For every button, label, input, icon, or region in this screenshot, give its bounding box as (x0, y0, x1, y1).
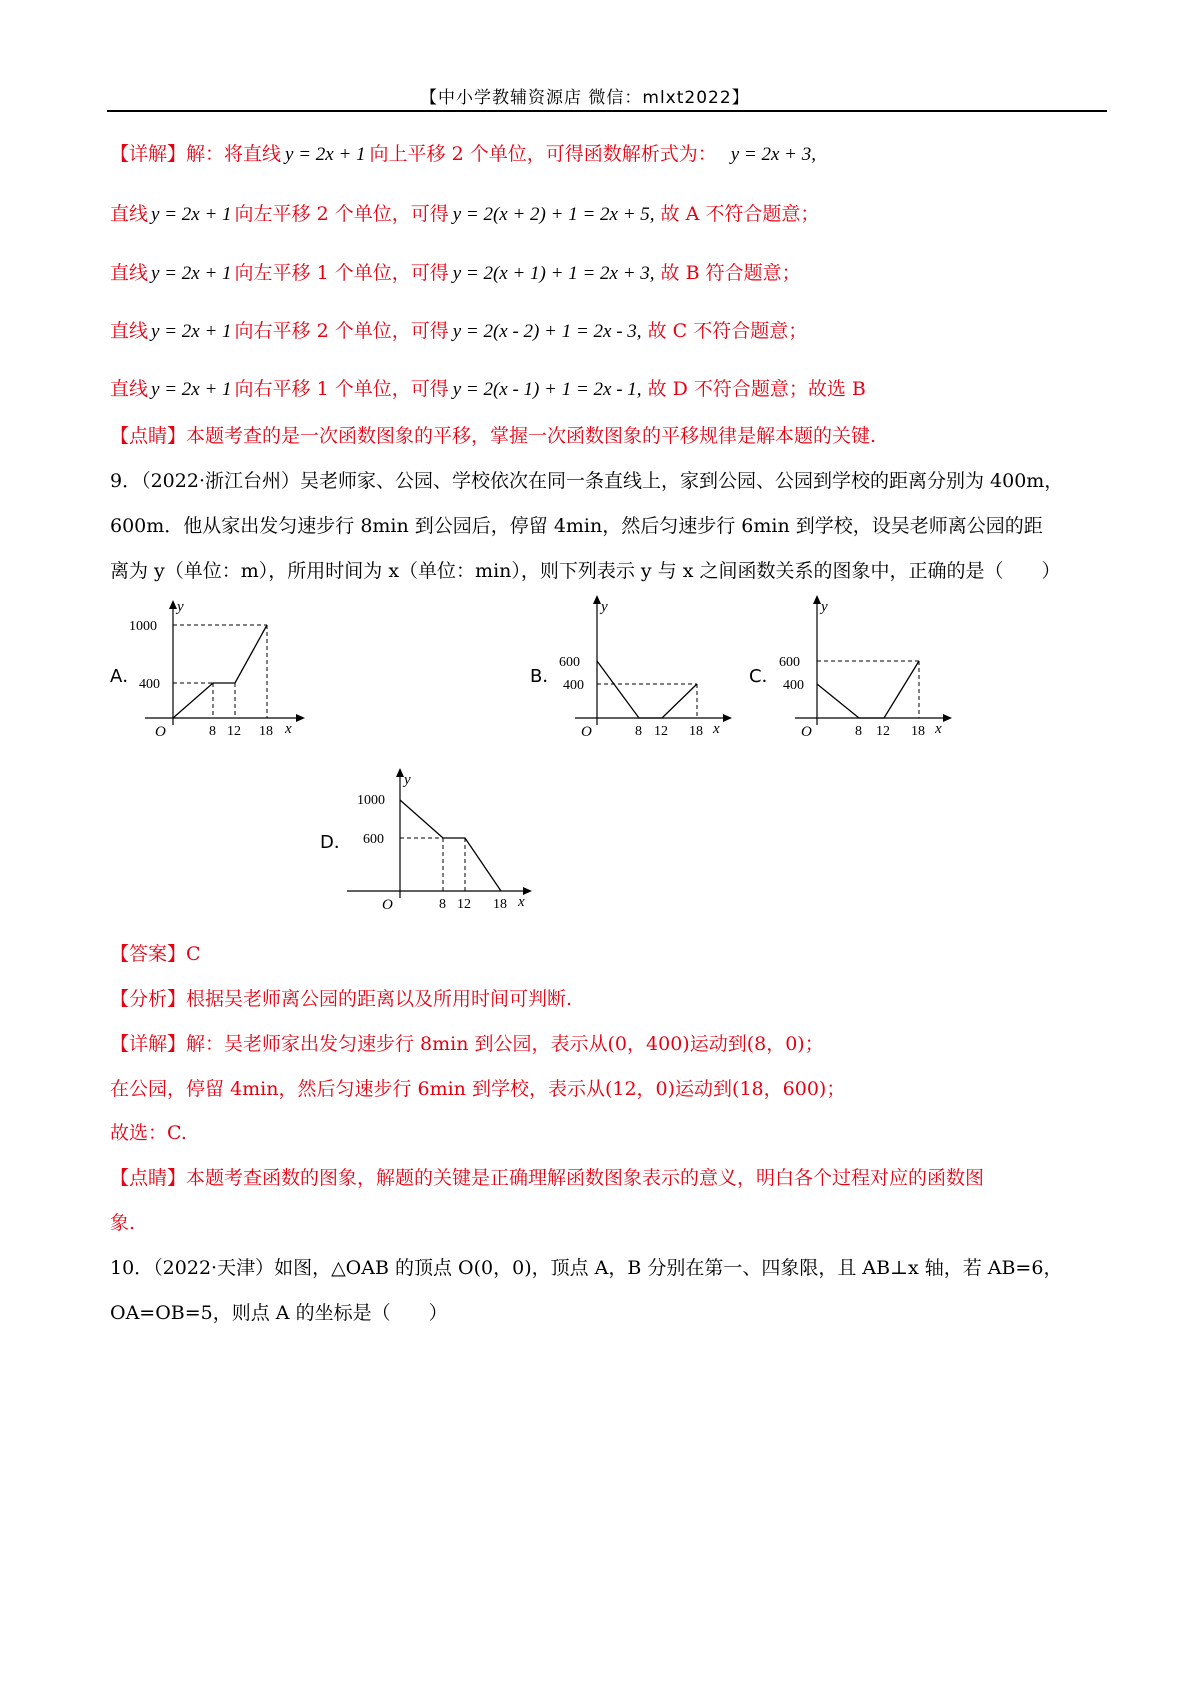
equation: y = 2x + 1 (285, 144, 366, 165)
y-axis-arrow (396, 768, 404, 777)
q10-stem-line2: OA=OB=5，则点 A 的坐标是（ ） (110, 1302, 448, 1324)
x-axis-label: x (935, 721, 942, 737)
y-tick: 400 (563, 678, 584, 693)
q9-stem-line3: 离为 y（单位：m），所用时间为 x（单位：min），则下列表示 y 与 x 之间函数关系的图象中，正确的是（ ） (110, 560, 1061, 582)
q9-detail-line3: 故选：C. (110, 1122, 187, 1144)
q9-stem-line1: 9．（2022·浙江台州）吴老师家、公园、学校依次在同一条直线上，家到公园、公园到学校的距离分别为 400m， (110, 470, 1064, 492)
q9-comment-line1: 【点睛】本题考查函数的图象，解题的关键是正确理解函数图象表示的意义，明白各个过程对应的函数图 (110, 1167, 985, 1189)
equation: y = 2(x + 1) + 1 = 2x + 3, (452, 263, 655, 284)
origin-label: O (581, 724, 592, 740)
comment-tag: 【点睛】 (110, 1167, 187, 1189)
function-graph (173, 625, 267, 718)
y-axis-arrow (593, 595, 601, 604)
equation: y = 2(x - 1) + 1 = 2x - 1, (452, 379, 642, 400)
detail-tag: 【详解】 (110, 1033, 187, 1055)
option-b-graph (555, 595, 755, 740)
x-axis-arrow (943, 714, 952, 722)
function-graph (597, 661, 697, 718)
y-tick: 600 (779, 655, 800, 670)
option-b-label: B． (530, 666, 561, 687)
answer-value: C (186, 943, 201, 965)
q10-stem-line1: 10．（2022·天津）如图，△OAB 的顶点 O(0，0)，顶点 A，B 分别在第一、四象限，且 AB⊥x 轴，若 AB=6， (110, 1257, 1063, 1279)
option-d-label: D． (320, 832, 352, 853)
analysis-tag: 【分析】 (110, 988, 187, 1010)
x-tick: 18 (493, 897, 507, 912)
header-divider (107, 110, 1107, 112)
y-tick: 400 (783, 678, 804, 693)
y-axis-label: y (177, 600, 184, 615)
equation: y = 2(x - 2) + 1 = 2x - 3, (452, 321, 642, 342)
x-axis-label: x (518, 894, 525, 910)
x-axis-label: x (285, 721, 292, 737)
function-graph (400, 800, 501, 891)
q8-detail-line0: 【详解】解：将直线 y = 2x + 1 向上平移 2 个单位，可得函数解析式为： y = 2x + 3, (110, 143, 816, 165)
answer-tag: 【答案】 (110, 943, 187, 965)
option-c-graph (775, 595, 975, 740)
option-a-graph (125, 600, 335, 740)
equation: y = 2x + 3, (730, 144, 816, 165)
equation: y = 2x + 1 (151, 204, 232, 225)
q9-comment-line2: 象. (110, 1212, 136, 1234)
q8-detail-row-c: 直线 y = 2x + 1 向右平移 2 个单位，可得 y = 2(x - 2) + 1 = 2x - 3, 故 C 不符合题意； (110, 320, 808, 342)
y-axis-label: y (404, 772, 411, 788)
x-axis-arrow (723, 714, 732, 722)
q9-detail-line1: 【详解】解：吴老师家出发匀速步行 8min 到公园，表示从(0，400)运动到(8，0)； (110, 1033, 824, 1055)
q8-detail-row-d: 直线 y = 2x + 1 向右平移 1 个单位，可得 y = 2(x - 1) + 1 = 2x - 1, 故 D 不符合题意；故选 B (110, 378, 866, 400)
y-axis-label: y (601, 599, 608, 615)
option-d-graph (345, 768, 550, 913)
comment-tag: 【点睛】 (110, 425, 187, 447)
y-tick: 1000 (357, 793, 385, 808)
y-tick: 1000 (129, 619, 157, 634)
x-tick: 12 (654, 724, 668, 739)
origin-label: O (382, 897, 393, 913)
equation: y = 2(x + 2) + 1 = 2x + 5, (452, 204, 655, 225)
equation: y = 2x + 1 (151, 321, 232, 342)
x-axis-arrow (296, 714, 305, 722)
q8-comment: 【点睛】本题考查的是一次函数图象的平移，掌握一次函数图象的平移规律是解本题的关键. (110, 425, 877, 447)
y-tick: 600 (363, 832, 384, 847)
x-tick: 8 (635, 724, 642, 739)
detail-tag: 【详解】 (110, 143, 187, 165)
x-tick: 8 (209, 724, 216, 739)
x-tick: 12 (457, 897, 471, 912)
q9-answer (110, 943, 201, 966)
y-axis-label: y (821, 599, 828, 615)
q8-detail-row-a: 直线 y = 2x + 1 向左平移 2 个单位，可得 y = 2(x + 2) + 1 = 2x + 5, 故 A 不符合题意； (110, 203, 820, 225)
y-axis-arrow (169, 600, 177, 609)
origin-label: O (801, 724, 812, 740)
q9-detail-line2: 在公园，停留 4min，然后匀速步行 6min 到学校，表示从(12，0)运动到(18，600)； (110, 1078, 846, 1100)
q9-stem-line2: 600m．他从家出发匀速步行 8min 到公园后，停留 4min，然后匀速步行 6min 到学校，设吴老师离公园的距 (110, 515, 1043, 537)
x-tick: 8 (855, 724, 862, 739)
page-header: 【中小学教辅资源店 微信：mlxt2022】 (420, 88, 750, 108)
q9-analysis: 【分析】根据吴老师离公园的距离以及所用时间可判断. (110, 988, 573, 1010)
y-tick: 400 (139, 677, 160, 692)
x-axis-label: x (713, 721, 720, 737)
function-graph (817, 661, 919, 718)
x-tick: 18 (911, 724, 925, 739)
origin-label: O (155, 724, 166, 740)
x-tick: 12 (227, 724, 241, 739)
equation: y = 2x + 1 (151, 379, 232, 400)
q8-detail-row-b: 直线 y = 2x + 1 向左平移 1 个单位，可得 y = 2(x + 1) + 1 = 2x + 3, 故 B 符合题意； (110, 262, 801, 284)
option-c-label: C． (749, 666, 780, 687)
equation: y = 2x + 1 (151, 263, 232, 284)
x-tick: 18 (259, 724, 273, 739)
option-a-label: A． (110, 666, 141, 687)
y-tick: 600 (559, 655, 580, 670)
y-axis-arrow (813, 595, 821, 604)
x-tick: 8 (439, 897, 446, 912)
x-tick: 12 (876, 724, 890, 739)
x-tick: 18 (689, 724, 703, 739)
